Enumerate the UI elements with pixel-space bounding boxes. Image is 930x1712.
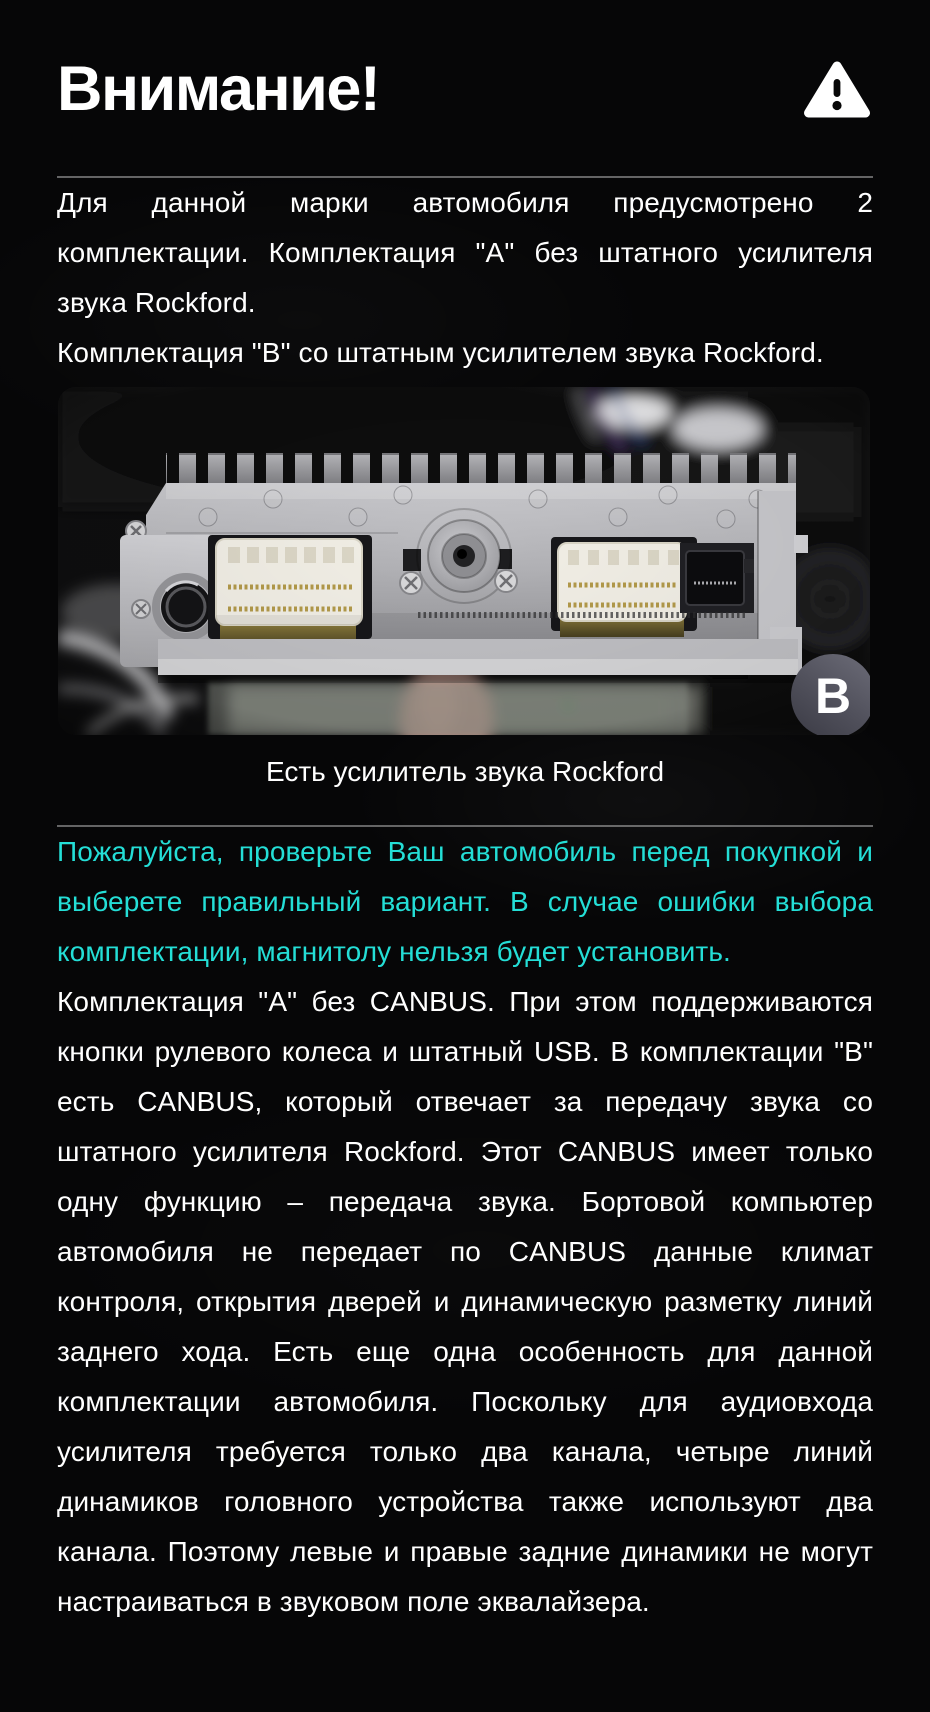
head-unit-rear-photo (58, 387, 870, 735)
header (57, 0, 873, 124)
head-unit-photo-illustration (58, 387, 870, 735)
variant-b-badge (791, 654, 870, 735)
page-title: Внимание! (57, 54, 380, 124)
vignette-overlay (58, 387, 870, 735)
photo-caption: Есть усилитель звука Rockford (265, 756, 665, 787)
details-paragraph: Комплектация "А" без CANBUS. При этом поддерживаются кнопки рулевого колеса и штатный USB. В комплектации "В" есть CANBUS, который отвечает за передачу звука со штатного усилителя Rockford. Этот CANBUS имеет только одну функцию – передача звука. Бортовой компьютер автомобиля не передает по CANBUS данные климат контроля, открытия дверей и динамическую разметку линий заднего хода. Есть еще одна особенность для данной комплектации автомобиля. Поскольку для аудиовхода усилителя требуется только два канала, четыре линий динамиков головного устройства также используют два канала. Поэтому левые и правые задние динамики не могут настраиваться в звуковом поле эквалайзера. (57, 986, 873, 1617)
warning-triangle-icon (803, 59, 871, 119)
intro-paragraph-a: Для данной марки автомобиля предусмотрено 2 комплектации. Комплектация "А" без штатного усилителя звука Rockford. (57, 187, 873, 318)
variant-b-badge-label: B (814, 668, 852, 724)
intro-paragraph-b: Комплектация "В" со штатным усилителем звука Rockford. (57, 337, 824, 368)
warning-paragraph: Пожалуйста, проверьте Ваш автомобиль перед покупкой и выберете правильный вариант. В случае ошибки выбора комплектации, магнитолу нельзя будет установить. (57, 836, 873, 967)
